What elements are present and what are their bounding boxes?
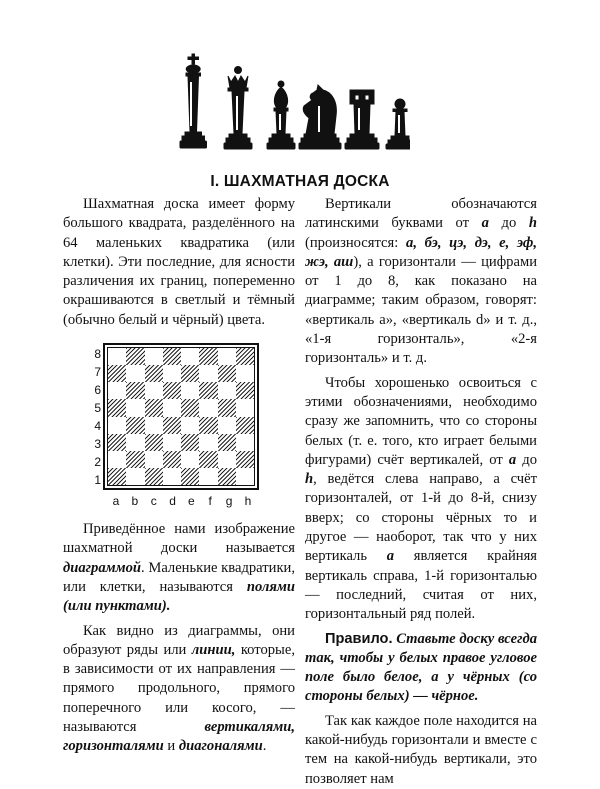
light-square <box>108 348 126 365</box>
dark-square <box>181 468 199 485</box>
text-run: Чтобы хорошенько освоиться с этими обозначениями, необходимо сразу же запомнить, что со стороны белых (т. е. того, кто играет белыми фигурами) счёт вертикалей, от <box>305 374 537 468</box>
dark-square <box>126 382 144 399</box>
rank-label: 2 <box>94 455 101 470</box>
light-square <box>126 434 144 451</box>
letter-h: h <box>528 215 537 232</box>
dark-square <box>199 348 217 365</box>
paragraph-notation <box>305 195 537 369</box>
dark-square <box>236 451 254 468</box>
light-square <box>181 451 199 468</box>
text-run: (произносятся: <box>305 234 407 251</box>
light-square <box>181 417 199 434</box>
light-square <box>108 382 126 399</box>
dark-square <box>145 399 163 416</box>
dark-square <box>181 365 199 382</box>
light-square <box>236 365 254 382</box>
paragraph-lines <box>63 622 295 757</box>
dark-square <box>218 399 236 416</box>
dark-square <box>126 348 144 365</box>
right-column <box>305 195 537 789</box>
text-run: ), а горизонтали — цифрами от 1 до 8, как показано на диаграмме; таким образом, говорят: «вертикаль a», «вертикаль d» и т. д., «1-я горизонталь», «2-я горизонталь» и т. д. <box>305 253 538 367</box>
text-run: , ведётся слева направо, а счёт горизонталей, от 1-й до 8-й, снизу вверх; со стороны чёрных то и другое — наоборот, так что у них вертикаль <box>305 471 537 565</box>
dark-square <box>218 434 236 451</box>
rank-label: 4 <box>94 419 101 434</box>
light-square <box>145 348 163 365</box>
file-labels <box>107 492 257 511</box>
light-square <box>218 451 236 468</box>
light-square <box>199 434 217 451</box>
dark-square <box>236 382 254 399</box>
dark-square <box>145 434 163 451</box>
rule-text: Ставьте доску всегда так, чтобы у белых правое угловое поле было белое, а у чёрных (со стороны белых) — чёрное. <box>305 630 537 705</box>
light-square <box>236 434 254 451</box>
rank-label: 8 <box>94 347 101 362</box>
dark-square <box>108 399 126 416</box>
dark-square <box>218 365 236 382</box>
paragraph-field-position: Так как каждое поле находится на какой-нибудь горизонтали и вместе с тем на какой-нибудь вертикали, это позволяет нам <box>305 712 537 787</box>
dark-square <box>108 468 126 485</box>
text-run: до <box>516 451 538 468</box>
rank-label: 6 <box>94 383 101 398</box>
chess-pieces-illustration <box>178 52 410 154</box>
light-square <box>218 417 236 434</box>
light-square <box>163 399 181 416</box>
dark-square <box>126 451 144 468</box>
dark-square <box>108 434 126 451</box>
letter-a: a <box>481 215 489 232</box>
term-diagram: диаграммой <box>63 559 142 576</box>
file-label: b <box>131 494 139 509</box>
chapter-title: I. ШАХМАТНАЯ ДОСКА <box>210 173 390 190</box>
light-square <box>199 468 217 485</box>
left-column <box>63 195 295 757</box>
file-label: g <box>225 494 233 509</box>
text-run: является крайняя вертикаль справа, 1-й горизонталью — последний, считая от них, горизонтальный ряд полей. <box>305 548 537 623</box>
dark-square <box>199 417 217 434</box>
chessboard <box>103 343 259 490</box>
dark-square <box>126 417 144 434</box>
light-square <box>236 468 254 485</box>
file-label: a <box>112 494 120 509</box>
chessboard-grid <box>107 347 255 486</box>
file-label: e <box>188 494 195 509</box>
term-verticals-horizontals: вертикалями, горизонталями <box>63 719 295 755</box>
file-label: h <box>244 494 252 509</box>
text-run: . <box>262 738 267 755</box>
text-run: и <box>163 738 179 755</box>
dark-square <box>145 365 163 382</box>
text-run: которые, в зависимости от их направления — прямого продольного, прямого поперечного или косого, — называются <box>63 641 295 736</box>
rank-label: 3 <box>94 437 101 452</box>
dark-square <box>181 434 199 451</box>
rule-label: Правило. <box>325 630 393 647</box>
text-run: Как видно из диаграммы, они образуют ряды или <box>63 622 295 658</box>
dark-square <box>199 451 217 468</box>
term-fields: полями (или пунктами). <box>63 578 295 615</box>
rook-piece-icon <box>345 90 379 149</box>
dark-square <box>236 348 254 365</box>
text-run: . Маленькие квадратики, или клетки, называются <box>63 559 296 595</box>
light-square <box>218 382 236 399</box>
text-run: Вертикали обозначаются латинскими буквами от <box>305 196 537 232</box>
letter-pronunciations: а, бэ, цэ, дэ, е, эф, жэ, аш <box>305 234 537 270</box>
file-label: d <box>169 494 176 509</box>
dark-square <box>181 399 199 416</box>
letter-a: a <box>508 451 517 468</box>
dark-square <box>163 417 181 434</box>
light-square <box>199 365 217 382</box>
rank-label: 5 <box>94 401 101 416</box>
light-square <box>108 417 126 434</box>
paragraph-orientation <box>305 374 537 625</box>
king-piece-icon <box>180 54 207 148</box>
dark-square <box>108 365 126 382</box>
light-square <box>181 348 199 365</box>
light-square <box>181 382 199 399</box>
dark-square <box>218 468 236 485</box>
light-square <box>145 382 163 399</box>
paragraph-rule <box>305 630 537 707</box>
light-square <box>126 365 144 382</box>
file-label: f <box>208 494 212 509</box>
light-square <box>163 468 181 485</box>
dark-square <box>163 348 181 365</box>
term-diagonals: диагоналями <box>178 738 263 755</box>
dark-square <box>145 468 163 485</box>
dark-square <box>199 382 217 399</box>
dark-square <box>163 451 181 468</box>
light-square <box>163 365 181 382</box>
rank-label: 7 <box>94 365 101 380</box>
chessboard-diagram <box>63 340 295 508</box>
rank-label: 1 <box>94 473 101 488</box>
paragraph-chessboard-description: Шахматная доска имеет форму большого квадрата, разделённого на 64 маленьких квадратика (или клетки). Эти последние, для ясности различения их границ, попеременно окрашиваются в светлый и тёмный (обычно белый и чёрный) цвета. <box>63 196 295 328</box>
letter-a: a <box>386 548 395 565</box>
dark-square <box>163 382 181 399</box>
light-square <box>145 451 163 468</box>
light-square <box>108 451 126 468</box>
light-square <box>163 434 181 451</box>
text-run: Приведённое нами изображение шахматной доски называется <box>63 521 295 557</box>
file-label: c <box>150 494 157 509</box>
light-square <box>126 468 144 485</box>
paragraph-diagram-definition <box>63 520 295 616</box>
light-square <box>126 399 144 416</box>
light-square <box>236 399 254 416</box>
light-square <box>145 417 163 434</box>
light-square <box>218 348 236 365</box>
text-run: до <box>488 215 529 232</box>
letter-h: h <box>305 471 314 488</box>
dark-square <box>236 417 254 434</box>
term-lines: линии, <box>191 641 236 658</box>
light-square <box>199 399 217 416</box>
